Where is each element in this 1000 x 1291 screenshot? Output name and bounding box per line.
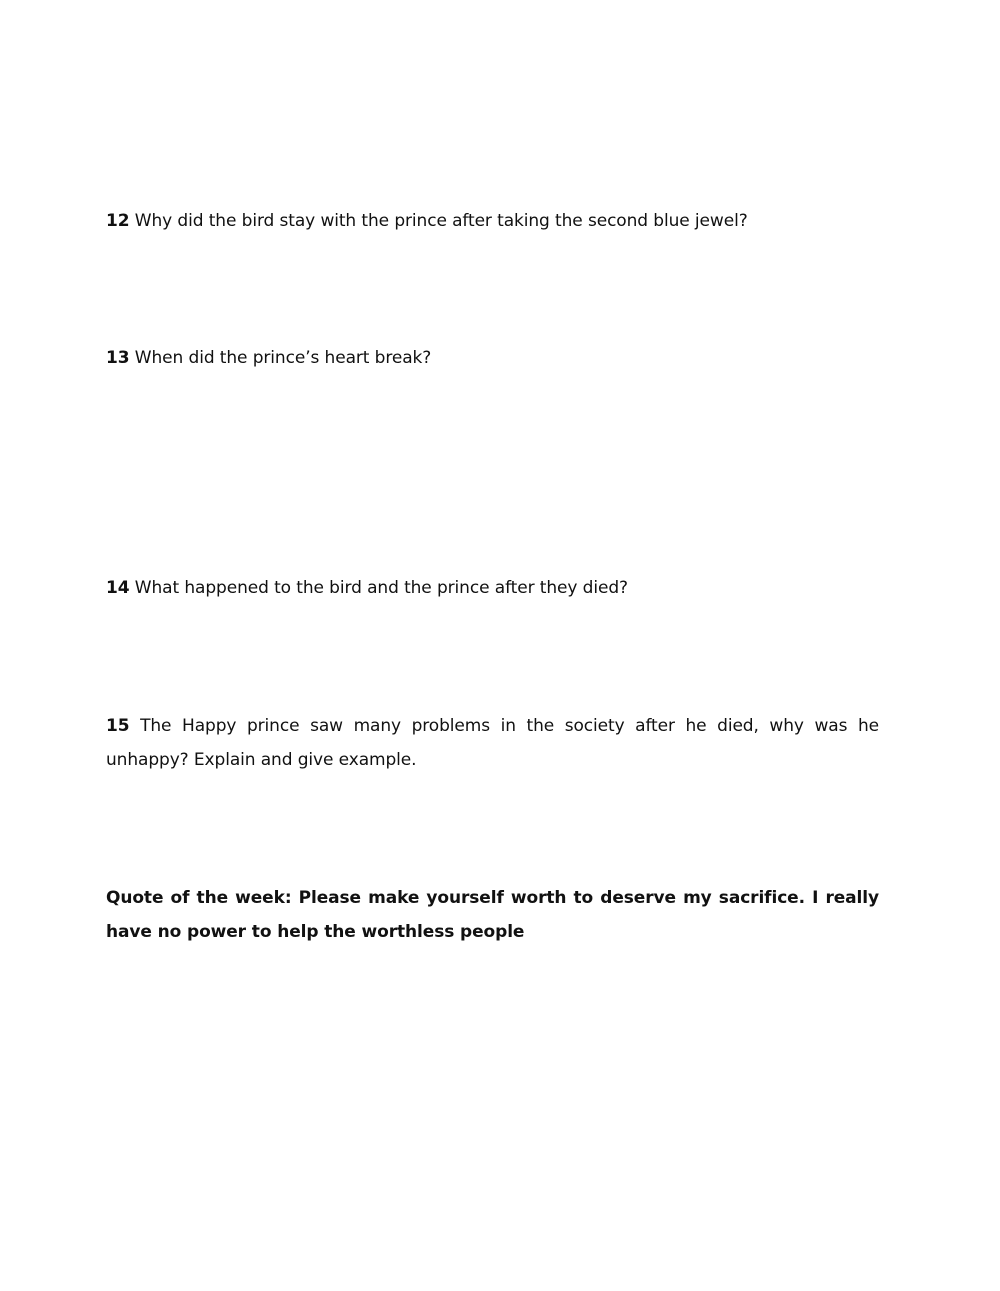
question-number: 13 — [106, 348, 130, 368]
question-text: The Happy prince saw many problems in the society after he died, why was he unhappy? Explain and give example. — [106, 716, 879, 770]
question-text: When did the prince’s heart break? — [134, 348, 432, 368]
question-number: 15 — [106, 716, 130, 736]
question-12 — [106, 204, 879, 238]
question-15 — [106, 709, 879, 777]
question-text: Why did the bird stay with the prince after taking the second blue jewel? — [134, 211, 748, 231]
question-14 — [106, 571, 879, 605]
question-number: 12 — [106, 211, 130, 231]
question-number: 14 — [106, 578, 130, 598]
question-13 — [106, 341, 879, 375]
question-text: What happened to the bird and the prince after they died? — [134, 578, 628, 598]
quote-of-the-week: Quote of the week: Please make yourself worth to deserve my sacrifice. I really have no power to help the worthless people — [106, 888, 879, 942]
